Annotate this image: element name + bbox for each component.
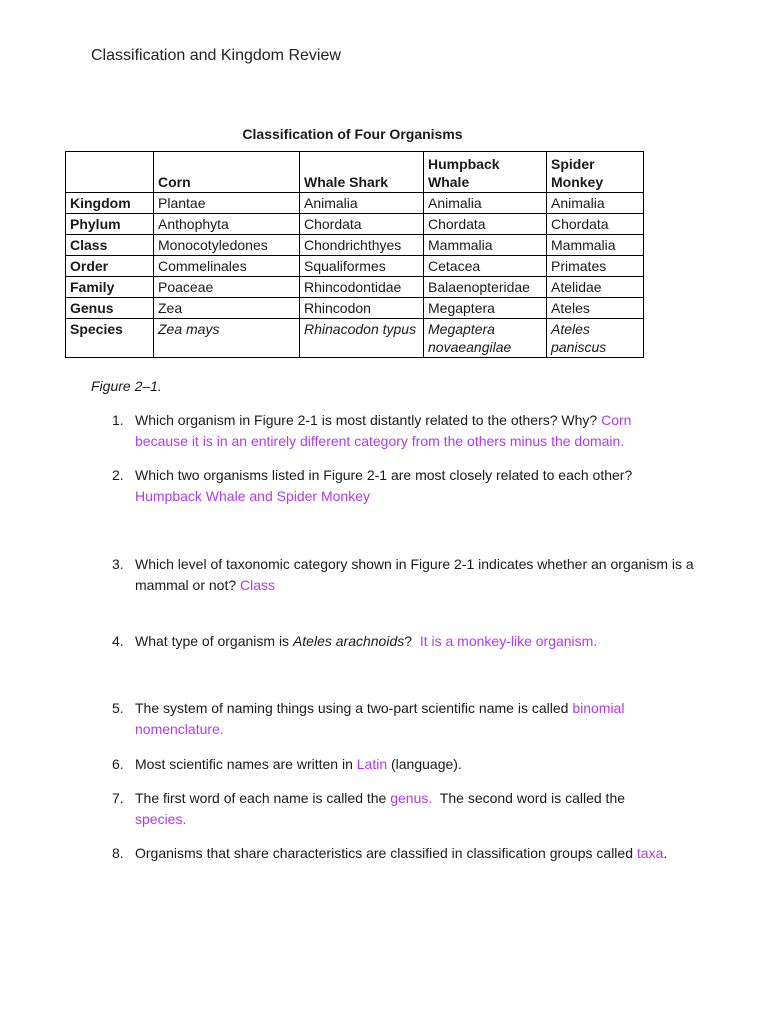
row-header: Order	[66, 256, 154, 277]
classification-table	[65, 151, 644, 358]
question-text: Most scientific names are written in	[135, 756, 357, 772]
question-body	[135, 698, 670, 740]
table-cell: Chordata	[424, 214, 547, 235]
header-cell-spider-monkey: Spider Monkey	[547, 152, 644, 193]
question-number: 1.	[112, 412, 124, 428]
question-body	[135, 410, 675, 452]
table-cell: Primates	[547, 256, 644, 277]
row-header: Family	[66, 277, 154, 298]
question-text-mid: The second word is called the	[432, 790, 629, 806]
species-name: Ateles arachnoids	[292, 633, 405, 649]
question-number: 3.	[112, 556, 124, 572]
table-row	[66, 298, 644, 319]
question-text: Which level of taxonomic category shown in Figure 2-1 indicates whether an organism is a mammal or not?	[135, 556, 694, 593]
table-row	[66, 319, 644, 358]
row-header: Species	[66, 319, 154, 358]
table-cell: Chondrichthyes	[300, 235, 424, 256]
table-cell: Commelinales	[154, 256, 300, 277]
table-cell: Megaptera	[424, 298, 547, 319]
answer-text-2: species.	[135, 811, 187, 827]
table-row	[66, 256, 644, 277]
row-header: Class	[66, 235, 154, 256]
table-cell: Plantae	[154, 193, 300, 214]
question-text: Which two organisms listed in Figure 2-1 are most closely related to each other?	[135, 467, 633, 483]
answer-text: taxa	[636, 845, 664, 861]
question-number: 6.	[112, 756, 124, 772]
table-cell: Poaceae	[154, 277, 300, 298]
table-cell: Monocotyledones	[154, 235, 300, 256]
question-number: 2.	[112, 467, 124, 483]
answer-text: Corn because it is in an entirely different category from the others minus the domain.	[135, 412, 632, 449]
question-text: The system of naming things using a two-part scientific name is called	[135, 700, 573, 716]
table-cell: Chordata	[300, 214, 424, 235]
table-cell: Zea	[154, 298, 300, 319]
question-text: Organisms that share characteristics are classified in classification groups called	[135, 845, 637, 861]
question-text: What type of organism is	[135, 633, 293, 649]
table-cell: Animalia	[547, 193, 644, 214]
question-number: 7.	[112, 790, 124, 806]
question-text: Which organism in Figure 2-1 is most distantly related to the others? Why?	[135, 412, 602, 428]
table-row	[66, 277, 644, 298]
figure-label: Figure 2–1.	[91, 378, 162, 394]
table-row	[66, 235, 644, 256]
table-cell: Rhincodontidae	[300, 277, 424, 298]
question-body	[135, 788, 675, 830]
question-text-end: .	[663, 845, 668, 861]
question-body	[135, 631, 720, 652]
table-cell: Anthophyta	[154, 214, 300, 235]
table-cell: Cetacea	[424, 256, 547, 277]
header-cell-whale-shark: Whale Shark	[300, 152, 424, 193]
table-cell: Animalia	[300, 193, 424, 214]
table-cell: Zea mays	[154, 319, 300, 358]
table-cell: Balaenopteridae	[424, 277, 547, 298]
question-text: The first word of each name is called the	[135, 790, 391, 806]
question-body	[135, 465, 680, 507]
table-cell: Rhinacodon typus	[300, 319, 424, 358]
table-cell: Mammalia	[424, 235, 547, 256]
table-cell: Rhincodon	[300, 298, 424, 319]
question-text-end: ?	[404, 633, 420, 649]
table-row	[66, 214, 644, 235]
table-row	[66, 193, 644, 214]
row-header: Genus	[66, 298, 154, 319]
table-cell: Mammalia	[547, 235, 644, 256]
answer-text: binomial nomenclature.	[135, 700, 625, 737]
answer-text: genus.	[390, 790, 433, 806]
table-cell: Megaptera novaeangilae	[424, 319, 547, 358]
table-cell: Ateles paniscus	[547, 319, 644, 358]
question-text-end: (language).	[387, 756, 462, 772]
header-cell-empty	[66, 152, 154, 193]
header-cell-corn: Corn	[154, 152, 300, 193]
table-cell: Animalia	[424, 193, 547, 214]
table-cell: Atelidae	[547, 277, 644, 298]
question-body	[135, 554, 720, 596]
question-body	[135, 754, 720, 775]
header-cell-humpback-whale: Humpback Whale	[424, 152, 547, 193]
page-title: Classification and Kingdom Review	[91, 47, 341, 64]
table-cell: Chordata	[547, 214, 644, 235]
question-number: 5.	[112, 700, 124, 716]
question-number: 8.	[112, 845, 124, 861]
answer-text: It is a monkey-like organism.	[419, 633, 598, 649]
answer-text: Class	[240, 577, 276, 593]
question-number: 4.	[112, 633, 124, 649]
row-header: Kingdom	[66, 193, 154, 214]
table-caption: Classification of Four Organisms	[242, 126, 463, 142]
table-cell: Squaliformes	[300, 256, 424, 277]
row-header: Phylum	[66, 214, 154, 235]
answer-text: Latin	[356, 756, 388, 772]
table-header-row	[66, 152, 644, 193]
question-body	[135, 843, 735, 864]
table-cell: Ateles	[547, 298, 644, 319]
answer-text: Humpback Whale and Spider Monkey	[135, 488, 371, 504]
